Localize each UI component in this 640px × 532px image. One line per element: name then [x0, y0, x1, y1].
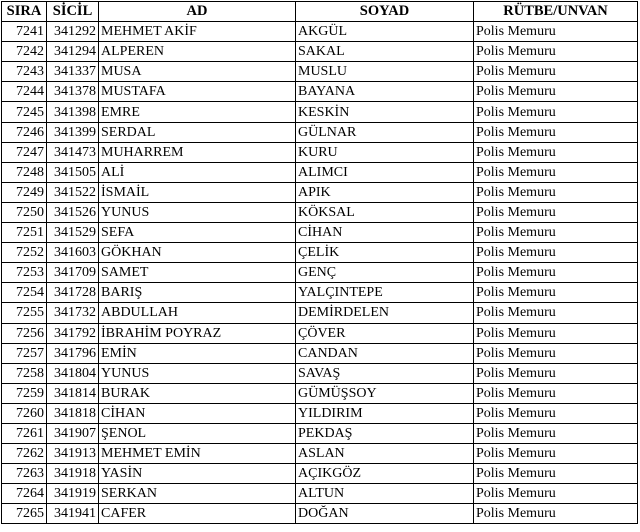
cell-ad: MEHMET EMİN — [99, 444, 296, 464]
cell-rutbe: Polis Memuru — [474, 423, 638, 443]
cell-soyad: DOĞAN — [296, 504, 474, 524]
table-row — [2, 444, 638, 464]
table-row — [2, 202, 638, 222]
cell-soyad: CANDAN — [296, 343, 474, 363]
cell-rutbe: Polis Memuru — [474, 464, 638, 484]
cell-rutbe: Polis Memuru — [474, 102, 638, 122]
cell-sicil: 341398 — [47, 102, 99, 122]
cell-rutbe: Polis Memuru — [474, 42, 638, 62]
cell-soyad: KESKİN — [296, 102, 474, 122]
cell-rutbe: Polis Memuru — [474, 383, 638, 403]
cell-sicil: 341818 — [47, 403, 99, 423]
cell-soyad: YILDIRIM — [296, 403, 474, 423]
cell-ad: YUNUS — [99, 363, 296, 383]
cell-soyad: GENÇ — [296, 263, 474, 283]
cell-sicil: 341337 — [47, 62, 99, 82]
cell-rutbe: Polis Memuru — [474, 62, 638, 82]
cell-rutbe: Polis Memuru — [474, 403, 638, 423]
cell-sira: 7243 — [2, 62, 47, 82]
cell-soyad: SAKAL — [296, 42, 474, 62]
cell-sira: 7241 — [2, 22, 47, 42]
cell-ad: CAFER — [99, 504, 296, 524]
cell-sicil: 341378 — [47, 82, 99, 102]
cell-soyad: ÇELİK — [296, 243, 474, 263]
cell-soyad: GÜLNAR — [296, 122, 474, 142]
table-row — [2, 82, 638, 102]
table-row — [2, 62, 638, 82]
cell-soyad: KÖKSAL — [296, 202, 474, 222]
table-row — [2, 223, 638, 243]
cell-sicil: 341473 — [47, 142, 99, 162]
cell-rutbe: Polis Memuru — [474, 343, 638, 363]
table-row — [2, 102, 638, 122]
cell-rutbe: Polis Memuru — [474, 363, 638, 383]
cell-sira: 7264 — [2, 484, 47, 504]
cell-rutbe: Polis Memuru — [474, 504, 638, 524]
header-soyad: SOYAD — [296, 2, 474, 22]
cell-sicil: 341526 — [47, 202, 99, 222]
table-row — [2, 303, 638, 323]
cell-sicil: 341918 — [47, 464, 99, 484]
cell-sira: 7254 — [2, 283, 47, 303]
cell-ad: SEFA — [99, 223, 296, 243]
cell-sira: 7259 — [2, 383, 47, 403]
cell-sicil: 341814 — [47, 383, 99, 403]
cell-sicil: 341728 — [47, 283, 99, 303]
cell-ad: MUSA — [99, 62, 296, 82]
cell-soyad: AKGÜL — [296, 22, 474, 42]
cell-ad: ABDULLAH — [99, 303, 296, 323]
table-row — [2, 22, 638, 42]
cell-ad: ŞENOL — [99, 423, 296, 443]
table-row — [2, 142, 638, 162]
cell-rutbe: Polis Memuru — [474, 122, 638, 142]
cell-soyad: BAYANA — [296, 82, 474, 102]
header-rutbe: RÜTBE/UNVAN — [474, 2, 638, 22]
header-sicil: SİCİL — [47, 2, 99, 22]
table-row — [2, 363, 638, 383]
personnel-table — [1, 1, 638, 524]
cell-sicil: 341941 — [47, 504, 99, 524]
table-row — [2, 243, 638, 263]
cell-soyad: ALIMCI — [296, 162, 474, 182]
table-row — [2, 504, 638, 524]
cell-soyad: MUSLU — [296, 62, 474, 82]
cell-ad: ALPEREN — [99, 42, 296, 62]
table-row — [2, 122, 638, 142]
cell-rutbe: Polis Memuru — [474, 444, 638, 464]
cell-rutbe: Polis Memuru — [474, 162, 638, 182]
cell-sira: 7242 — [2, 42, 47, 62]
table-row — [2, 383, 638, 403]
cell-ad: MUSTAFA — [99, 82, 296, 102]
table-row — [2, 464, 638, 484]
cell-rutbe: Polis Memuru — [474, 22, 638, 42]
cell-ad: YASİN — [99, 464, 296, 484]
cell-rutbe: Polis Memuru — [474, 243, 638, 263]
table-row — [2, 484, 638, 504]
cell-ad: EMRE — [99, 102, 296, 122]
table-row — [2, 162, 638, 182]
cell-sira: 7248 — [2, 162, 47, 182]
table-row — [2, 283, 638, 303]
cell-ad: YUNUS — [99, 202, 296, 222]
cell-sicil: 341529 — [47, 223, 99, 243]
cell-soyad: KURU — [296, 142, 474, 162]
cell-sira: 7244 — [2, 82, 47, 102]
cell-sicil: 341603 — [47, 243, 99, 263]
cell-rutbe: Polis Memuru — [474, 82, 638, 102]
cell-soyad: GÜMÜŞSOY — [296, 383, 474, 403]
cell-sicil: 341907 — [47, 423, 99, 443]
cell-rutbe: Polis Memuru — [474, 263, 638, 283]
cell-rutbe: Polis Memuru — [474, 283, 638, 303]
cell-sira: 7251 — [2, 223, 47, 243]
cell-sicil: 341919 — [47, 484, 99, 504]
cell-ad: MEHMET AKİF — [99, 22, 296, 42]
cell-sira: 7255 — [2, 303, 47, 323]
cell-sira: 7252 — [2, 243, 47, 263]
cell-sicil: 341399 — [47, 122, 99, 142]
cell-soyad: CİHAN — [296, 223, 474, 243]
table-row — [2, 42, 638, 62]
cell-ad: MUHARREM — [99, 142, 296, 162]
cell-rutbe: Polis Memuru — [474, 303, 638, 323]
cell-soyad: ÇÖVER — [296, 323, 474, 343]
cell-sira: 7262 — [2, 444, 47, 464]
cell-sicil: 341522 — [47, 182, 99, 202]
cell-sira: 7258 — [2, 363, 47, 383]
table-row — [2, 343, 638, 363]
cell-ad: SERDAL — [99, 122, 296, 142]
header-ad: AD — [99, 2, 296, 22]
cell-soyad: AÇIKGÖZ — [296, 464, 474, 484]
cell-sira: 7249 — [2, 182, 47, 202]
header-row — [2, 2, 638, 22]
cell-sicil: 341804 — [47, 363, 99, 383]
table-row — [2, 182, 638, 202]
cell-sira: 7263 — [2, 464, 47, 484]
cell-sira: 7246 — [2, 122, 47, 142]
cell-soyad: SAVAŞ — [296, 363, 474, 383]
cell-sira: 7250 — [2, 202, 47, 222]
table-row — [2, 263, 638, 283]
cell-sira: 7256 — [2, 323, 47, 343]
cell-ad: EMİN — [99, 343, 296, 363]
cell-rutbe: Polis Memuru — [474, 484, 638, 504]
cell-sira: 7257 — [2, 343, 47, 363]
cell-ad: ALİ — [99, 162, 296, 182]
cell-soyad: ASLAN — [296, 444, 474, 464]
cell-soyad: PEKDAŞ — [296, 423, 474, 443]
cell-rutbe: Polis Memuru — [474, 142, 638, 162]
cell-sira: 7247 — [2, 142, 47, 162]
cell-sira: 7261 — [2, 423, 47, 443]
cell-sicil: 341505 — [47, 162, 99, 182]
cell-sicil: 341292 — [47, 22, 99, 42]
table-body — [2, 22, 638, 524]
cell-sira: 7265 — [2, 504, 47, 524]
cell-ad: CİHAN — [99, 403, 296, 423]
cell-sira: 7260 — [2, 403, 47, 423]
cell-ad: İSMAİL — [99, 182, 296, 202]
cell-ad: BURAK — [99, 383, 296, 403]
cell-rutbe: Polis Memuru — [474, 182, 638, 202]
header-sira: SIRA — [2, 2, 47, 22]
cell-rutbe: Polis Memuru — [474, 202, 638, 222]
cell-rutbe: Polis Memuru — [474, 223, 638, 243]
cell-ad: İBRAHİM POYRAZ — [99, 323, 296, 343]
table-row — [2, 323, 638, 343]
cell-sira: 7253 — [2, 263, 47, 283]
cell-soyad: ALTUN — [296, 484, 474, 504]
cell-soyad: YALÇINTEPE — [296, 283, 474, 303]
cell-sicil: 341792 — [47, 323, 99, 343]
cell-sicil: 341796 — [47, 343, 99, 363]
cell-sira: 7245 — [2, 102, 47, 122]
table-row — [2, 403, 638, 423]
cell-sicil: 341732 — [47, 303, 99, 323]
cell-sicil: 341294 — [47, 42, 99, 62]
cell-ad: SERKAN — [99, 484, 296, 504]
cell-ad: SAMET — [99, 263, 296, 283]
cell-ad: GÖKHAN — [99, 243, 296, 263]
cell-sicil: 341709 — [47, 263, 99, 283]
table-row — [2, 423, 638, 443]
cell-soyad: APIK — [296, 182, 474, 202]
cell-sicil: 341913 — [47, 444, 99, 464]
cell-ad: BARIŞ — [99, 283, 296, 303]
cell-rutbe: Polis Memuru — [474, 323, 638, 343]
cell-soyad: DEMİRDELEN — [296, 303, 474, 323]
